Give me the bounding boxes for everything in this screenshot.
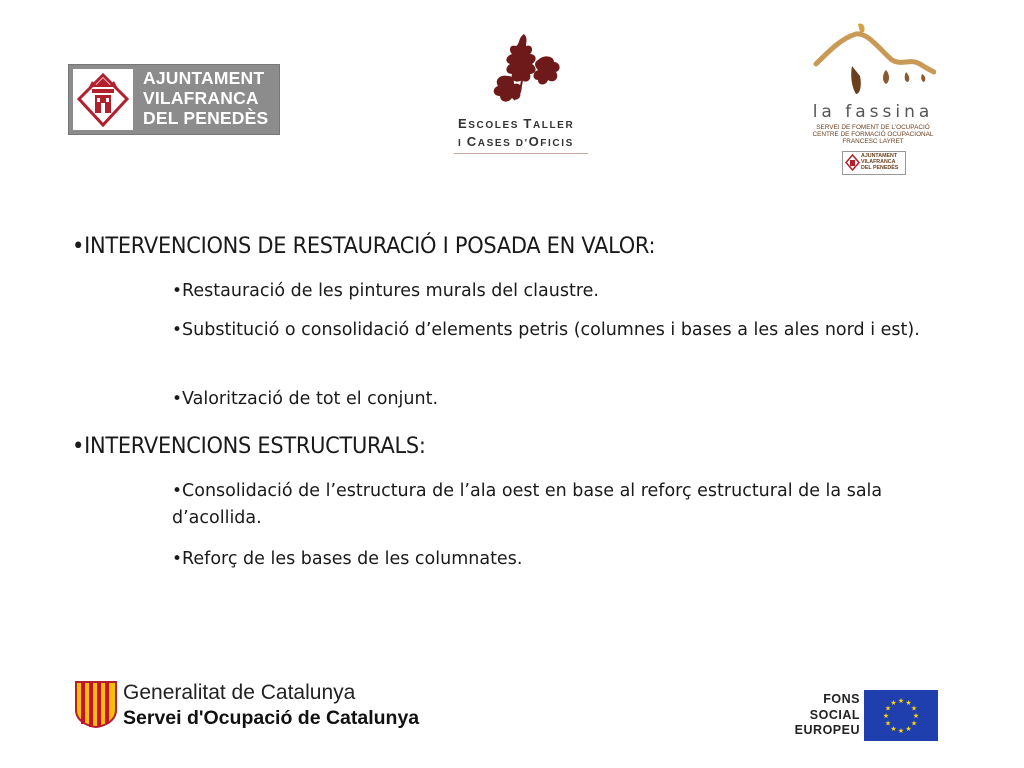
fons-social-europeu-logo <box>790 690 940 742</box>
la-fassina-logo <box>808 20 938 176</box>
escoles-taller-line-1: ESCOLES TALLER <box>458 116 575 131</box>
list-item: •Restauració de les pintures murals del claustre. <box>172 281 599 301</box>
mini-ajuntament-line-1: AJUNTAMENT <box>861 153 898 159</box>
senyera-icon <box>74 680 118 728</box>
eu-flag-icon <box>864 690 938 741</box>
fse-line-1: FONS <box>823 692 860 706</box>
eu-star: ★ <box>910 719 918 728</box>
oak-leaf-icon <box>474 30 570 110</box>
generalitat-line-1: Generalitat de Catalunya <box>123 681 356 704</box>
la-fassina-name: la fassina <box>812 102 934 122</box>
list-item: •Reforç de les bases de les columnates. <box>172 549 523 569</box>
eu-star: ★ <box>912 712 920 720</box>
ajuntament-vilafranca-logo <box>68 64 280 135</box>
ajuntament-line-3: DEL PENEDÈS <box>143 108 269 128</box>
generalitat-logo <box>74 680 464 730</box>
hills-icon <box>812 20 936 100</box>
eu-star: ★ <box>905 699 912 708</box>
eu-star: ★ <box>882 712 890 720</box>
eu-star: ★ <box>884 704 892 713</box>
fse-line-3: EUROPEU <box>794 723 860 737</box>
fse-line-2: SOCIAL <box>809 707 860 722</box>
eu-star: ★ <box>890 724 897 733</box>
mini-shield-icon <box>845 154 860 171</box>
section-heading-restauracio: •INTERVENCIONS DE RESTAURACIÓ I POSADA EN VALOR: <box>72 233 656 259</box>
ajuntament-line-1: AJUNTAMENT <box>143 68 265 88</box>
list-item: •Consolidació de l’estructura de l’ala oest en base al reforç estructural de la sala d’acollida. <box>172 481 883 528</box>
mini-ajuntament-line-3: DEL PENEDÈS <box>861 164 899 171</box>
la-fassina-sub-1: SERVEI DE FOMENT DE L'OCUPACIÓ <box>816 124 930 131</box>
eu-star: ★ <box>905 724 912 733</box>
mini-ajuntament-logo <box>842 151 906 175</box>
generalitat-line-2: Servei d'Ocupació de Catalunya <box>123 707 420 729</box>
la-fassina-sub-3: FRANCESC LAYRET <box>842 138 904 145</box>
escoles-taller-line-2: I CASES D'OFICIS <box>458 134 574 149</box>
ajuntament-line-2: VILAFRANCA <box>143 88 259 108</box>
section-heading-estructurals: •INTERVENCIONS ESTRUCTURALS: <box>72 433 426 459</box>
mini-ajuntament-line-2: VILAFRANCA <box>861 158 896 165</box>
la-fassina-sub-2: CENTRE DE FORMACIÓ OCUPACIONAL <box>812 131 934 138</box>
eu-star: ★ <box>897 697 905 705</box>
eu-star: ★ <box>884 719 892 728</box>
list-item: •Valorització de tot el conjunt. <box>172 389 439 409</box>
eu-star: ★ <box>897 727 905 735</box>
shield-icon <box>73 69 133 130</box>
eu-star: ★ <box>910 704 918 713</box>
escoles-divider <box>454 153 588 154</box>
list-item: •Substitució o consolidació d’elements petris (columnes i bases a les ales nord i est). <box>172 320 920 340</box>
eu-star: ★ <box>890 699 897 708</box>
escoles-taller-logo <box>452 30 592 158</box>
